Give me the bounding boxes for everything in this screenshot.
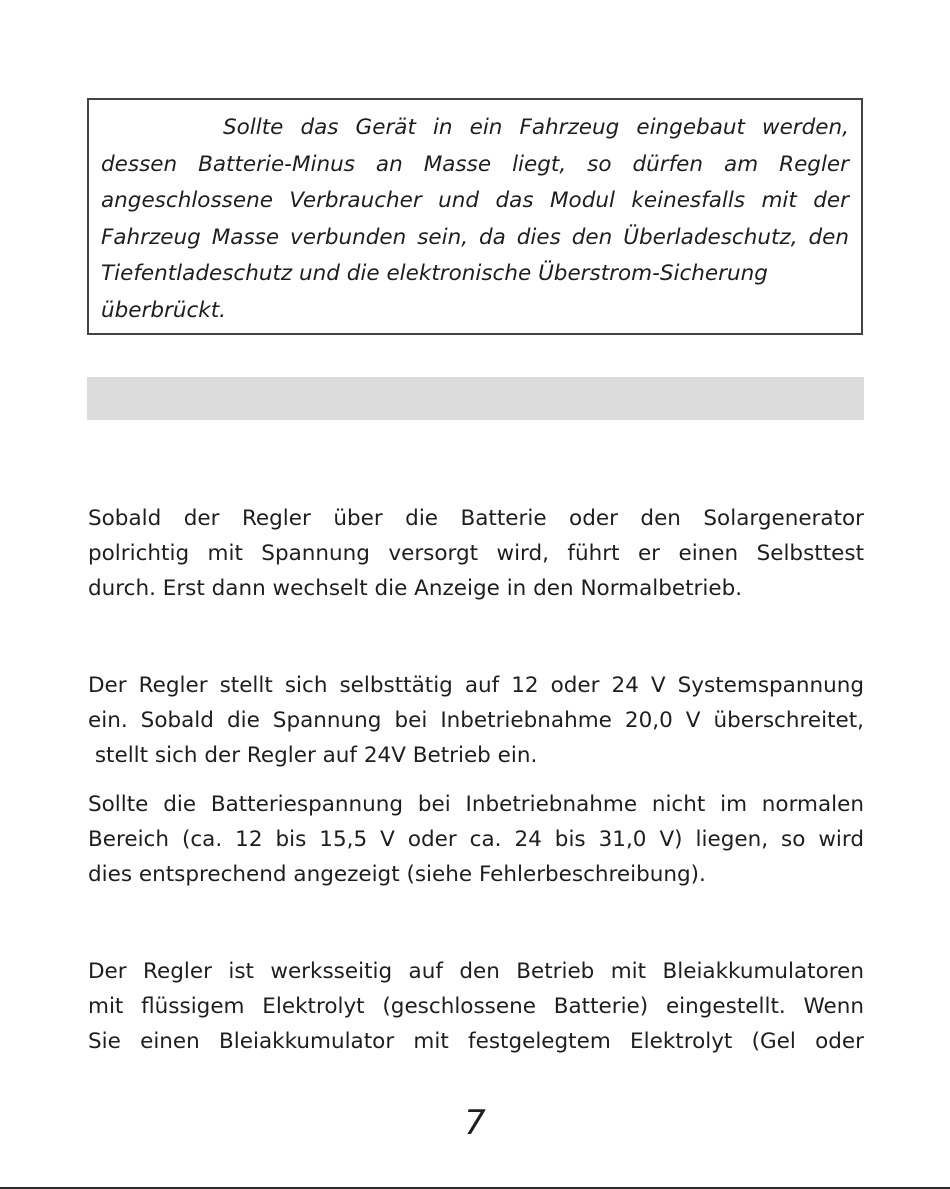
paragraph-line: Bereich (ca. 12 bis 15,5 V oder ca. 24 bis 31,0 V) liegen, so wird bbox=[88, 827, 864, 852]
note-line: dessen Batterie-Minus an Masse liegt, so dürfen am Regler bbox=[101, 151, 849, 177]
paragraph-line: stellt sich der Regler auf 24V Betrieb ein. bbox=[88, 743, 538, 768]
paragraph-system-voltage bbox=[88, 668, 864, 773]
paragraph-line: Sobald der Regler über die Batterie oder den Solargenerator bbox=[88, 506, 864, 531]
section-heading-bar bbox=[87, 377, 864, 420]
paragraph-battery-range bbox=[88, 787, 864, 892]
note-line: Sollte das Gerät in ein Fahrzeug eingebaut werden, bbox=[223, 115, 849, 140]
paragraph-line: Sie einen Bleiakkumulator mit festgelegtem Elektrolyt (Gel oder bbox=[88, 1029, 864, 1054]
warning-note-text bbox=[101, 110, 849, 329]
paragraph-line: ein. Sobald die Spannung bei Inbetriebnahme 20,0 V überschreitet, bbox=[88, 708, 864, 733]
paragraph-line: dies entsprechend angezeigt (siehe Fehlerbeschreibung). bbox=[88, 862, 706, 887]
paragraph-battery-type bbox=[88, 954, 864, 1059]
note-line: den Tiefentladeschutz und die elektronische Überstrom-Sicherung bbox=[101, 224, 849, 286]
paragraph-line: Der Regler ist werksseitig auf den Betrieb mit Bleiakkumulatoren bbox=[88, 959, 864, 984]
note-line: angeschlossene Verbraucher und das Modul keinesfalls mit der bbox=[101, 188, 849, 213]
paragraph-line: mit flüssigem Elektrolyt (geschlossene Batterie) eingestellt. Wenn bbox=[88, 994, 864, 1019]
paragraph-line: polrichtig mit Spannung versorgt wird, führt er einen Selbsttest bbox=[88, 541, 864, 566]
paragraph-line: durch. Erst dann wechselt die Anzeige in den Normalbetrieb. bbox=[88, 576, 743, 601]
paragraph-line: Sollte die Batteriespannung bei Inbetriebnahme nicht im normalen bbox=[88, 792, 864, 817]
page-number: 7 bbox=[464, 1103, 486, 1143]
paragraph-line: Der Regler stellt sich selbsttätig auf 12 oder 24 V Systemspannung bbox=[88, 673, 864, 698]
warning-note-box bbox=[87, 98, 863, 335]
note-line: überbrückt. bbox=[101, 297, 226, 323]
note-line: Fahrzeug Masse verbunden sein, da dies den Überladeschutz, bbox=[101, 224, 798, 250]
paragraph-self-test bbox=[88, 501, 864, 606]
